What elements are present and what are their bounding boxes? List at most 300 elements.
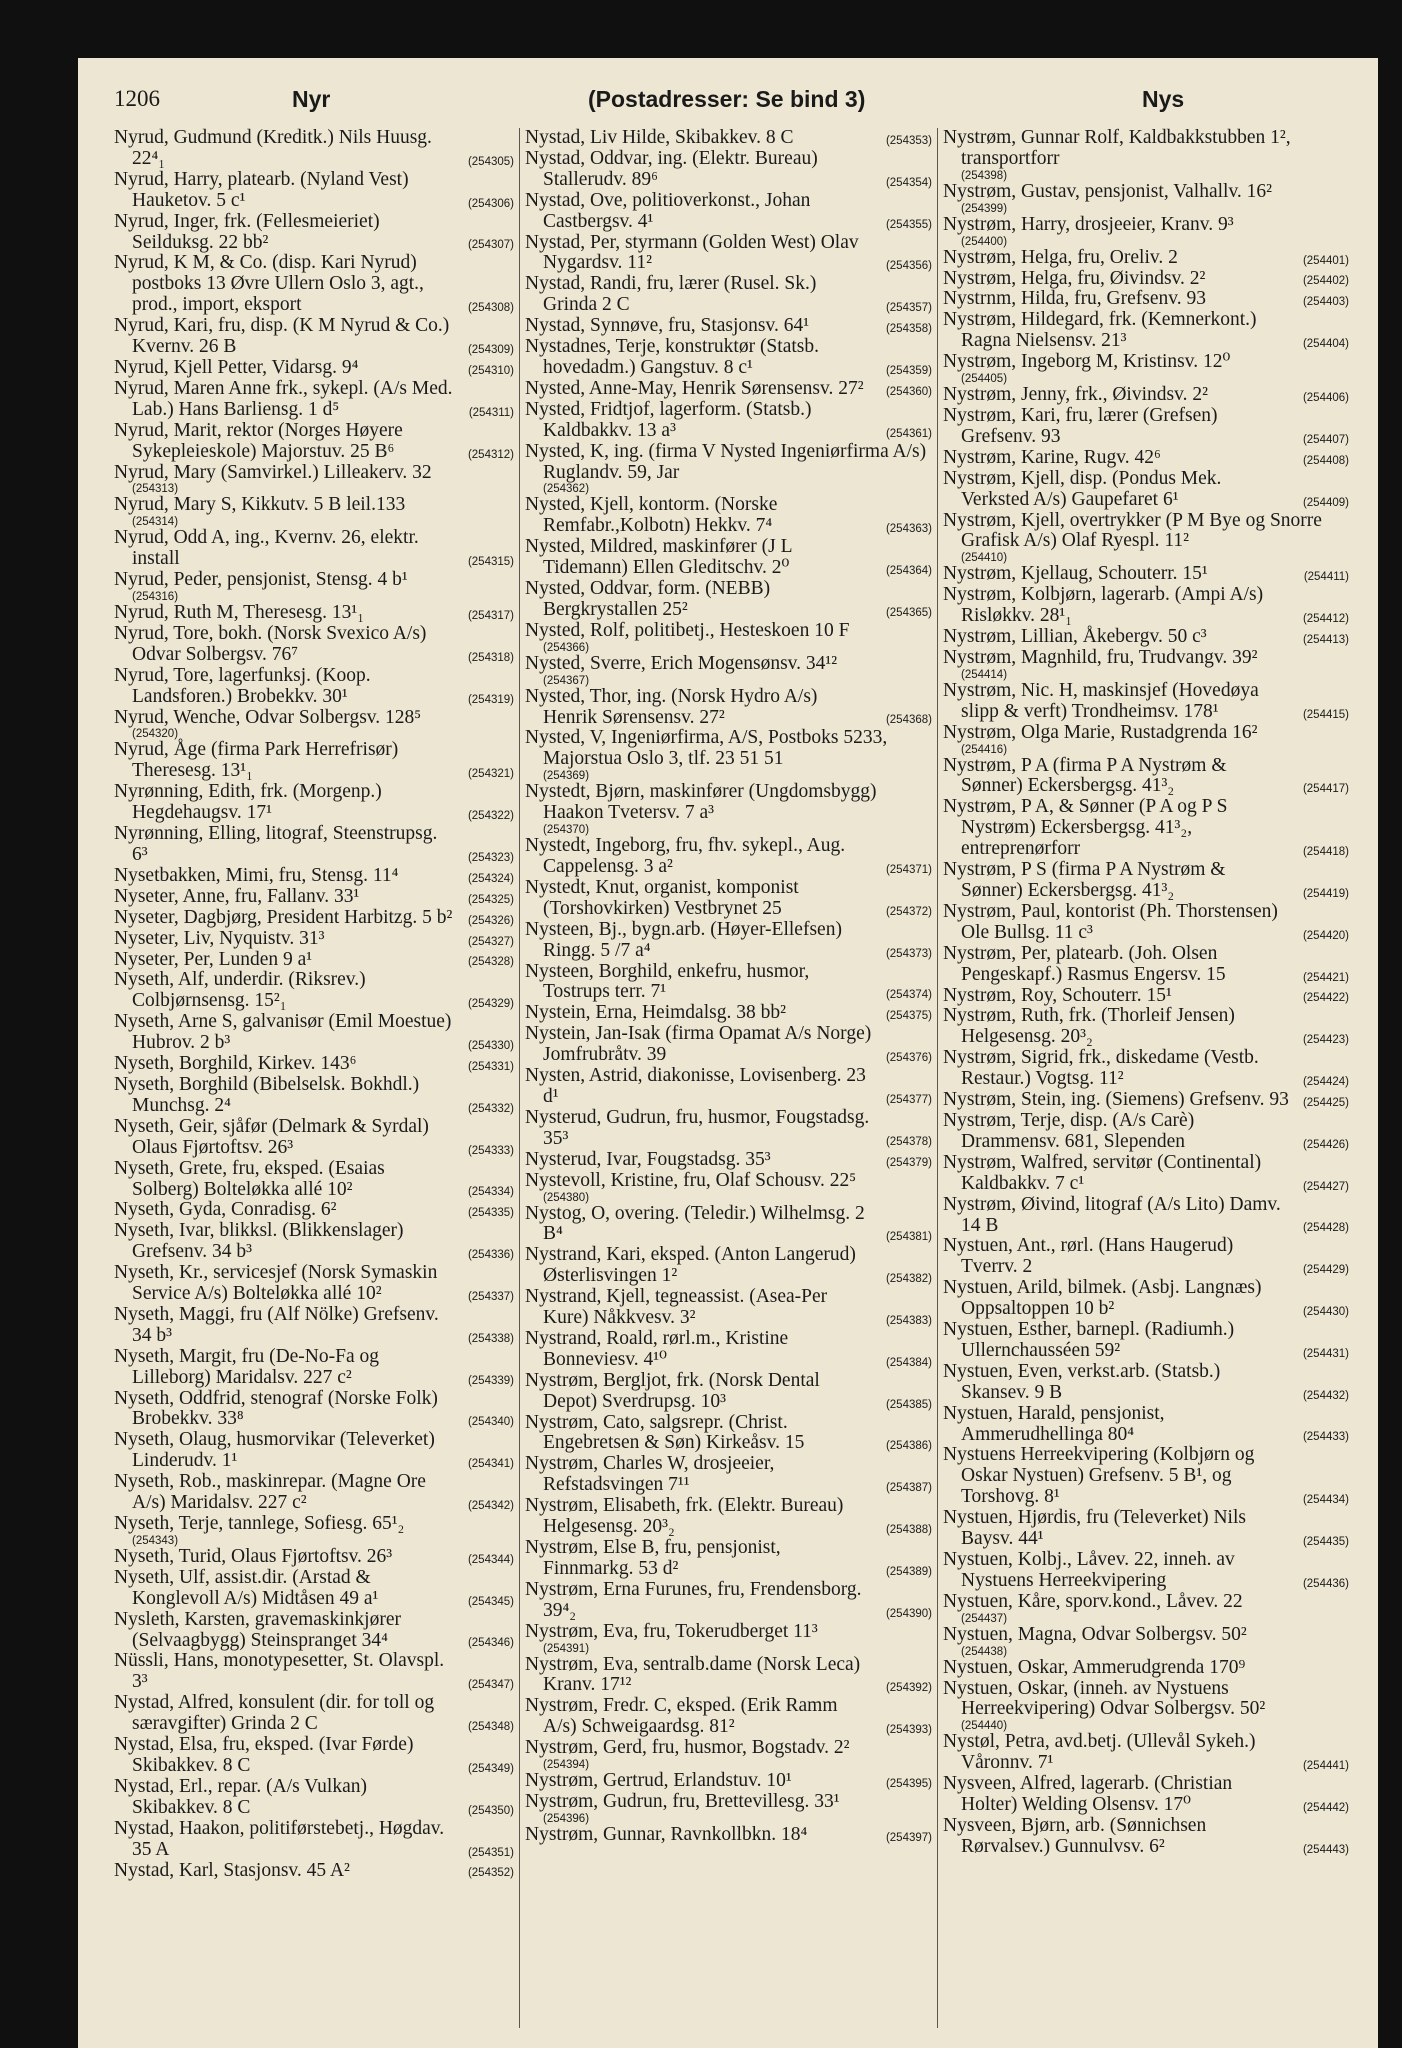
phone-number: (254404) <box>1302 338 1349 351</box>
directory-entry <box>114 1117 514 1159</box>
directory-entry <box>943 860 1349 902</box>
directory-entry <box>114 570 514 603</box>
phone-number: (254442) <box>1302 1801 1349 1814</box>
entry-text: Nystad, Alfred, konsulent (dir. for toll og særavgifter) Grinda 2 C <box>114 1692 435 1735</box>
directory-entry <box>943 511 1349 565</box>
phone-number: (254349) <box>467 1762 514 1775</box>
directory-entry <box>114 1651 514 1693</box>
entry-text: Nystrøm, Eva, fru, Tokerudberget 11³ <box>525 1620 818 1642</box>
entry-text: Nyseter, Liv, Nyquistv. 31³ <box>114 927 325 949</box>
entry-text: Nyrud, Mary (Samvirkel.) Lilleakerv. 32 <box>114 461 432 483</box>
directory-entry <box>943 944 1349 986</box>
directory-entry <box>943 756 1349 798</box>
phone-number: (254351) <box>467 1846 514 1859</box>
entry-text: Nystrøm, Gertrud, Erlandstuv. 10¹ <box>525 1770 792 1792</box>
entry-text: Nyseter, Per, Lunden 9 a¹ <box>114 948 313 970</box>
directory-entry <box>114 908 514 929</box>
entry-text: Nyrud, Tore, bokh. (Norsk Svexico A/s) Odvar Solbergsv. 76⁷ <box>114 622 427 665</box>
directory-entry <box>114 1159 514 1201</box>
directory-entry <box>525 1454 932 1496</box>
phone-number: (254357) <box>885 302 932 315</box>
entry-text: Nysted, Mildred, maskinfører (J L Tidemann) Ellen Gleditschv. 2⁰ <box>525 536 792 579</box>
entry-text: Nystrøm, Erna Furunes, fru, Frendensborg. 39⁴₂ <box>525 1578 862 1621</box>
entry-text: Nyseth, Ivar, blikksl. (Blikkenslager) Grefsenv. 34 b³ <box>114 1220 404 1263</box>
entry-text: Nystrøm, Gerd, fru, husmor, Bogstadv. 2² <box>525 1737 850 1759</box>
phone-number: (254377) <box>885 1093 932 1106</box>
phone-number: (254409) <box>1302 496 1349 509</box>
directory-entry <box>943 1278 1349 1320</box>
entry-text: Nyseth, Olaug, husmorvikar (Televerket) Linderudv. 1¹ <box>114 1429 435 1472</box>
directory-entry <box>525 1003 932 1024</box>
directory-entry <box>114 495 514 528</box>
phone-number: (254401) <box>1302 254 1349 267</box>
entry-text: Nystrøm, Gunnar Rolf, Kaldbakkstubben 1², transportforr <box>943 127 1291 169</box>
directory-entry <box>114 1861 514 1882</box>
entry-text: Nyseth, Arne S, galvanisør (Emil Moestue) Hubrov. 2 b³ <box>114 1011 452 1054</box>
phone-number: (254382) <box>885 1273 932 1286</box>
directory-entry <box>114 1263 514 1305</box>
phone-number: (254342) <box>467 1500 514 1512</box>
entry-text: Nystrøm, Kjell, disp. (Pondus Mek. Verksted A/s) Gaupefaret 6¹ <box>943 467 1222 510</box>
phone-number: (254364) <box>885 565 932 578</box>
phone-number: (254443) <box>1302 1843 1349 1856</box>
phone-number: (254387) <box>885 1482 932 1495</box>
phone-number: (254315) <box>467 556 514 569</box>
entry-text: Nystuen, Harald, pensjonist, Ammerudhellinga 80⁴ <box>943 1402 1165 1445</box>
entry-text: Nyseth, Geir, sjåfør (Delmark & Syrdal) Olaus Fjørtoftsv. 26³ <box>114 1115 429 1158</box>
entry-text: Nystad, Randi, fru, lærer (Rusel. Sk.) Grinda 2 C <box>525 273 817 316</box>
entry-text: Nystrnm, Hilda, fru, Grefsenv. 93 <box>943 288 1207 310</box>
phone-number: (254424) <box>1302 1076 1349 1089</box>
entry-text: Nystedt, Bjørn, maskinfører (Ungdomsbygg) Haakon Tvetersv. 7 a³ <box>525 781 877 824</box>
directory-entry <box>943 648 1349 681</box>
phone-number: (254374) <box>885 989 932 1002</box>
entry-text: Nystrøm, P A (firma P A Nystrøm & Sønner) Eckersbergsg. 41³₂ <box>943 754 1227 797</box>
entry-text: Nysteen, Bj., bygn.arb. (Høyer-Ellefsen) Ringg. 5 /7 a⁴ <box>525 918 842 961</box>
entry-text: Nysted, Sverre, Erich Mogensønsv. 34¹² <box>525 652 838 674</box>
directory-entry <box>525 1580 932 1622</box>
phone-number: (254321) <box>467 768 514 781</box>
directory-entry <box>525 1825 932 1846</box>
directory-entry <box>114 1514 514 1547</box>
phone-number: (254416) <box>961 743 1008 756</box>
directory-page <box>78 58 1378 2048</box>
directory-entry <box>114 170 514 212</box>
phone-number: (254436) <box>1302 1577 1349 1590</box>
directory-entry <box>525 1171 932 1204</box>
phone-number: (254420) <box>1302 929 1349 942</box>
entry-text: Nyrud, Peder, pensjonist, Stensg. 4 b¹ <box>114 569 408 591</box>
directory-entry <box>114 1777 514 1819</box>
directory-entry <box>943 902 1349 944</box>
phone-number: (254414) <box>961 668 1008 681</box>
entry-text: Nyrud, Åge (firma Park Herrefrisør) Theresesg. 13¹₁ <box>114 739 399 782</box>
entry-text: Nystad, Ove, politioverkonst., Johan Castbergsv. 4¹ <box>525 189 811 232</box>
phone-number: (254368) <box>885 714 932 727</box>
phone-number: (254373) <box>885 947 932 960</box>
phone-number: (254346) <box>467 1637 514 1650</box>
phone-number: (254360) <box>885 385 932 398</box>
phone-number: (254376) <box>885 1052 932 1065</box>
entry-text: Nystrøm, P A, & Sønner (P A og P S Nystrøm) Eckersbergsg. 41³₂, entreprenørforr <box>943 796 1228 860</box>
directory-entry <box>525 1696 932 1738</box>
directory-entry <box>943 248 1349 269</box>
phone-number: (254345) <box>467 1595 514 1608</box>
directory-entry <box>943 1592 1349 1625</box>
directory-entry <box>114 1819 514 1861</box>
directory-entry <box>114 887 514 908</box>
entry-text: Nysten, Astrid, diakonisse, Lovisenberg. 23 d¹ <box>525 1065 866 1107</box>
entry-text: Nystrøm, Olga Marie, Rustadgrenda 16² <box>943 721 1258 743</box>
column-divider <box>937 128 938 2028</box>
entry-text: Nystrøm, P S (firma P A Nystrøm & Sønner) Eckersbergsg. 41³₂ <box>943 859 1226 901</box>
directory-entry <box>525 1771 932 1792</box>
directory-entry <box>525 495 932 537</box>
phone-number: (254369) <box>543 770 590 783</box>
directory-entry <box>525 1287 932 1329</box>
entry-text: Nystrøm, Lillian, Åkebergv. 50 c³ <box>943 626 1207 648</box>
phone-number: (254419) <box>1302 887 1349 900</box>
entry-text: Nyrud, Marit, rektor (Norges Høyere Sykepleieskole) Majorstuv. 25 B⁶ <box>114 419 403 462</box>
entry-text: Nystrøm, Cato, salgsrepr. (Christ. Engebretsen & Søn) Kirkeåsv. 15 <box>525 1411 805 1454</box>
phone-number: (254421) <box>1302 971 1349 984</box>
entry-text: Nystrøm, Gunnar, Ravnkollbkn. 18⁴ <box>525 1823 808 1845</box>
phone-number: (254430) <box>1302 1306 1349 1319</box>
phone-number: (254317) <box>467 609 514 622</box>
phone-number: (254331) <box>467 1060 514 1073</box>
directory-entry <box>114 1054 514 1075</box>
phone-number: (254432) <box>1302 1389 1349 1402</box>
directory-entry <box>114 1693 514 1735</box>
phone-number: (254427) <box>1302 1180 1349 1193</box>
phone-number: (254308) <box>467 302 514 315</box>
entry-text: Nyseth, Grete, fru, eksped. (Esaias Solberg) Bolteløkka allé 10² <box>114 1157 385 1200</box>
directory-entry <box>114 421 514 463</box>
phone-number: (254334) <box>467 1186 514 1199</box>
directory-entry <box>943 1048 1349 1090</box>
entry-text: Nystrøm, Terje, disp. (A/s Carè) Drammensv. 681, Slependen <box>943 1109 1195 1152</box>
phone-number: (254359) <box>885 364 932 377</box>
phone-number: (254408) <box>1302 454 1349 467</box>
directory-entry <box>114 824 514 866</box>
entry-text: Nystrøm, Ruth, frk. (Thorleif Jensen) Helgesensg. 20³₂ <box>943 1005 1235 1048</box>
directory-entry <box>525 1024 932 1066</box>
directory-entry <box>525 1496 932 1538</box>
column-2 <box>525 128 932 1846</box>
directory-entry <box>943 681 1349 723</box>
directory-entry <box>114 708 514 741</box>
phone-number: (254405) <box>961 373 1008 386</box>
entry-text: Nystad, Karl, Stasjonsv. 45 A² <box>114 1859 350 1881</box>
page-number: 1206 <box>114 86 160 111</box>
directory-entry <box>114 1547 514 1568</box>
directory-entry <box>943 1153 1349 1195</box>
phone-number: (254372) <box>885 905 932 918</box>
directory-entry <box>114 1610 514 1652</box>
directory-entry <box>525 337 932 379</box>
directory-entry <box>525 274 932 316</box>
phone-number: (254431) <box>1302 1347 1349 1360</box>
phone-number: (254320) <box>132 728 179 741</box>
directory-entry <box>114 950 514 971</box>
entry-text: Nystad, Per, styrmann (Golden West) Olav Nygardsv. 11² <box>525 231 859 274</box>
directory-entry <box>114 1568 514 1610</box>
directory-entry <box>525 400 932 442</box>
directory-entry <box>525 191 932 233</box>
directory-entry <box>943 1362 1349 1404</box>
directory-entry <box>525 128 932 149</box>
phone-number: (254366) <box>543 641 590 654</box>
phone-number: (254407) <box>1302 433 1349 446</box>
entry-text: Nysted, Thor, ing. (Norsk Hydro A/s) Henrik Sørensensv. 27² <box>525 685 818 728</box>
entry-text: Nystuen, Esther, barnepl. (Radiumh.) Ullernchausséen 59² <box>943 1319 1235 1361</box>
phone-number: (254410) <box>961 552 1008 565</box>
phone-number: (254402) <box>1302 275 1349 288</box>
phone-number: (254378) <box>885 1135 932 1148</box>
entry-text: Nyseth, Kr., servicesjef (Norsk Symaskin Service A/s) Bolteløkka allé 10² <box>114 1262 438 1305</box>
directory-entry <box>114 1347 514 1389</box>
phone-number: (254435) <box>1302 1536 1349 1548</box>
directory-entry <box>114 212 514 254</box>
phone-number: (254314) <box>132 516 179 529</box>
entry-text: Nystøl, Petra, avd.betj. (Ullevål Sykeh.) Våronnv. 7¹ <box>943 1731 1256 1774</box>
directory-entry <box>525 962 932 1004</box>
phone-number: (254352) <box>467 1867 514 1880</box>
directory-entry <box>114 128 514 170</box>
directory-entry <box>114 1221 514 1263</box>
phone-number: (254341) <box>467 1458 514 1471</box>
entry-text: Nystrøm, Eva, sentralb.dame (Norsk Leca) Kranv. 17¹² <box>525 1653 861 1696</box>
header-note: (Postadresser: Se bind 3) <box>588 86 866 112</box>
directory-entry <box>943 1508 1349 1550</box>
phone-number: (254392) <box>885 1682 932 1695</box>
entry-text: Nystrøm, Fredr. C, eksped. (Erik Ramm A/s) Schweigaardsg. 81² <box>525 1695 838 1738</box>
directory-entry <box>943 1816 1349 1858</box>
entry-text: Nüssli, Hans, monotypesetter, St. Olavspl. 3³ <box>114 1650 445 1693</box>
phone-number: (254441) <box>1302 1760 1349 1773</box>
entry-text: Nyseter, Anne, fru, Fallanv. 33¹ <box>114 885 360 907</box>
entry-text: Nystrøm, Kolbjørn, lagerarb. (Ampi A/s) Risløkkv. 28¹₁ <box>943 584 1264 627</box>
entry-text: Nystrøm, Walfred, servitør (Continental) Kaldbakkv. 7 c¹ <box>943 1151 1262 1194</box>
directory-entry <box>943 352 1349 385</box>
entry-text: Nystrøm, Elisabeth, frk. (Elektr. Bureau) Helgesensg. 20³₂ <box>525 1495 844 1538</box>
directory-entry <box>114 253 514 316</box>
phone-number: (254347) <box>467 1679 514 1692</box>
phone-number: (254433) <box>1302 1431 1349 1444</box>
directory-entry <box>114 1735 514 1777</box>
entry-text: Nystog, O, overing. (Teledir.) Wilhelmsg. 2 B⁴ <box>525 1202 865 1245</box>
directory-entry <box>525 537 932 579</box>
entry-text: Nysted, Rolf, politibetj., Hesteskoen 10 F <box>525 619 850 641</box>
directory-entry <box>943 215 1349 248</box>
column-3 <box>943 128 1349 1858</box>
guide-word-right: Nys <box>1142 86 1185 112</box>
phone-number: (254326) <box>467 914 514 927</box>
directory-entry <box>943 797 1349 860</box>
directory-entry <box>114 624 514 666</box>
phone-number: (254389) <box>885 1565 932 1578</box>
phone-number: (254418) <box>1302 846 1349 859</box>
directory-entry <box>525 878 932 920</box>
directory-entry <box>943 564 1349 585</box>
phone-number: (254429) <box>1302 1264 1349 1277</box>
entry-text: Nysterud, Gudrun, fru, husmor, Fougstadsg. 35³ <box>525 1106 870 1149</box>
entry-text: Nyrud, Kari, fru, disp. (K M Nyrud & Co.) Kvernv. 26 B <box>114 315 450 358</box>
directory-entry <box>943 406 1349 448</box>
directory-entry <box>943 986 1349 1007</box>
directory-entry <box>525 920 932 962</box>
entry-text: Nystrand, Roald, rørl.m., Kristine Bonneviesv. 4¹⁰ <box>525 1327 789 1370</box>
entry-text: Nyrud, Tore, lagerfunksj. (Koop. Landsforen.) Brobekkv. 30¹ <box>114 664 371 707</box>
entry-text: Nystrøm, Karine, Rugv. 42⁶ <box>943 446 1161 468</box>
directory-entry <box>525 579 932 621</box>
phone-number: (254399) <box>961 202 1008 215</box>
entry-text: Nysterud, Ivar, Fougstadsg. 35³ <box>525 1148 771 1170</box>
directory-entry <box>943 289 1349 310</box>
entry-text: Nyrud, Harry, platearb. (Nyland Vest) Hauketov. 5 c¹ <box>114 168 409 211</box>
phone-number: (254380) <box>543 1191 590 1204</box>
phone-number: (254305) <box>467 155 514 168</box>
directory-entry <box>525 782 932 836</box>
phone-number: (254323) <box>467 851 514 864</box>
entry-text: Nyseth, Maggi, fru (Alf Nölke) Grefsenv. 34 b³ <box>114 1303 439 1346</box>
directory-entry <box>525 1245 932 1287</box>
directory-entry <box>114 316 514 358</box>
phone-number: (254371) <box>885 863 932 876</box>
entry-text: Nyrud, Maren Anne frk., sykepl. (A/s Med. Lab.) Hans Barliensg. 1 d⁵ <box>114 377 453 420</box>
page-header <box>114 86 1344 126</box>
entry-text: Nystrøm, Kari, fru, lærer (Grefsen) Grefsenv. 93 <box>943 404 1218 447</box>
entry-text: Nysveen, Bjørn, arb. (Sønnichsen Rørvalsev.) Gunnulvsv. 6² <box>943 1814 1207 1857</box>
directory-entry <box>943 1320 1349 1362</box>
entry-text: Nyseth, Borghild, Kirkev. 143⁶ <box>114 1053 357 1075</box>
directory-entry <box>114 740 514 782</box>
phone-number: (254338) <box>467 1332 514 1345</box>
directory-entry <box>525 1538 932 1580</box>
directory-entry <box>525 1371 932 1413</box>
entry-text: Nyseth, Turid, Olaus Fjørtoftsv. 26³ <box>114 1545 393 1567</box>
phone-number: (254438) <box>961 1645 1008 1658</box>
phone-number: (254353) <box>885 134 932 147</box>
phone-number: (254318) <box>467 651 514 664</box>
directory-entry <box>114 379 514 421</box>
directory-entry <box>943 585 1349 627</box>
directory-entry <box>943 1625 1349 1658</box>
entry-text: Nystuen, Magna, Odvar Solbergsv. 50² <box>943 1623 1247 1645</box>
directory-entry <box>114 970 514 1012</box>
phone-number: (254327) <box>467 935 514 948</box>
phone-number: (254333) <box>467 1144 514 1157</box>
directory-entry <box>525 1413 932 1455</box>
entry-text: Nyseth, Margit, fru (De-No-Fa og Lilleborg) Maridalsv. 227 c² <box>114 1345 380 1388</box>
phone-number: (254322) <box>467 810 514 823</box>
directory-entry <box>943 723 1349 756</box>
phone-number: (254343) <box>132 1534 179 1547</box>
phone-number: (254381) <box>885 1231 932 1244</box>
phone-number: (254394) <box>543 1759 590 1772</box>
phone-number: (254428) <box>1302 1222 1349 1235</box>
phone-number: (254396) <box>543 1812 590 1825</box>
directory-entry <box>943 1006 1349 1048</box>
directory-entry <box>525 1150 932 1171</box>
phone-number: (254361) <box>885 427 932 440</box>
entry-text: Nystuen, Oskar, (inneh. av Nystuens Herreekvipering) Odvar Solbergsv. 50² <box>943 1677 1266 1720</box>
phone-number: (254375) <box>885 1010 932 1023</box>
phone-number: (254309) <box>467 343 514 356</box>
phone-number: (254329) <box>467 998 514 1011</box>
directory-entry <box>943 1236 1349 1278</box>
phone-number: (254393) <box>885 1724 932 1737</box>
directory-entry <box>114 1012 514 1054</box>
entry-text: Nystrøm, Helga, fru, Øivindsv. 2² <box>943 267 1206 289</box>
phone-number: (254379) <box>885 1156 932 1169</box>
phone-number: (254386) <box>885 1440 932 1453</box>
phone-number: (254397) <box>885 1831 932 1844</box>
entry-text: Nystrand, Kari, eksped. (Anton Langerud) Østerlisvingen 1² <box>525 1244 856 1287</box>
phone-number: (254356) <box>885 260 932 273</box>
entry-text: Nystuen, Kolbj., Låvev. 22, inneh. av Nystuens Herreekvipering <box>943 1549 1235 1591</box>
entry-text: Nyrønning, Elling, litograf, Steenstrupsg. 6³ <box>114 823 438 865</box>
phone-number: (254390) <box>885 1607 932 1620</box>
entry-text: Nystrøm, Øivind, litograf (A/s Lito) Damv. 14 B <box>943 1193 1281 1236</box>
directory-entry <box>525 1066 932 1108</box>
entry-text: Nyseth, Ulf, assist.dir. (Arstad & Konglevoll A/s) Midtåsen 49 a¹ <box>114 1566 379 1609</box>
entry-text: Nystad, Liv Hilde, Skibakkev. 8 C <box>525 127 794 148</box>
directory-entry <box>943 1679 1349 1733</box>
phone-number: (254383) <box>885 1314 932 1327</box>
directory-entry <box>114 929 514 950</box>
directory-entry <box>525 233 932 275</box>
entry-text: Nyrud, Odd A, ing., Kvernv. 26, elektr. install <box>114 527 419 570</box>
phone-number: (254311) <box>468 406 514 419</box>
entry-text: Nystrøm, Charles W, drosjeeier, Refstadsvingen 7¹¹ <box>525 1453 775 1496</box>
entry-text: Nystrand, Kjell, tegneassist. (Asea-Per Kure) Nåkkvesv. 3² <box>525 1286 828 1329</box>
entry-text: Nystuen, Arild, bilmek. (Asbj. Langnæs) Oppsaltoppen 10 b² <box>943 1277 1262 1320</box>
phone-number: (254325) <box>467 893 514 906</box>
phone-number: (254312) <box>467 448 514 461</box>
entry-text: Nystrøm, Paul, kontorist (Ph. Thorstensen) Ole Bullsg. 11 c³ <box>943 900 1278 943</box>
entry-text: Nystrøm, Helga, fru, Oreliv. 2 <box>943 246 1178 268</box>
phone-number: (254437) <box>961 1612 1008 1625</box>
phone-number: (254310) <box>467 364 514 377</box>
entry-text: Nysveen, Alfred, lagerarb. (Christian Holter) Welding Olsensv. 17⁰ <box>943 1773 1233 1816</box>
directory-entry <box>114 1472 514 1514</box>
entry-text: Nyseter, Dagbjørg, President Harbitzg. 5 b² <box>114 906 453 928</box>
entry-text: Nystedt, Knut, organist, komponist (Torshovkirken) Vestbrynet 25 <box>525 876 799 919</box>
directory-entry <box>114 528 514 570</box>
directory-entry <box>525 1108 932 1150</box>
entry-text: Nystrøm, Sigrid, frk., diskedame (Vestb. Restaur.) Vogtsg. 11² <box>943 1047 1259 1090</box>
phone-number: (254411) <box>1303 571 1349 584</box>
entry-text: Nystuen, Oskar, Ammerudgrenda 170⁹ <box>943 1656 1246 1678</box>
phone-number: (254340) <box>467 1416 514 1429</box>
phone-number: (254335) <box>467 1207 514 1220</box>
entry-text: Nystedt, Ingeborg, fru, fhv. sykepl., Aug. Cappelensg. 3 a² <box>525 835 846 877</box>
directory-entry <box>114 1389 514 1431</box>
entry-text: Nystrøm, Per, platearb. (Joh. Olsen Pengeskapf.) Rasmus Engersv. 15 <box>943 942 1226 985</box>
entry-text: Nystrøm, Magnhild, fru, Trudvangv. 39² <box>943 646 1258 668</box>
directory-entry <box>943 1732 1349 1774</box>
directory-entry <box>943 1550 1349 1592</box>
phone-number: (254406) <box>1302 391 1349 404</box>
directory-entry <box>114 1200 514 1221</box>
entry-text: Nystevoll, Kristine, fru, Olaf Schousv. 22⁵ <box>525 1169 857 1191</box>
directory-entry <box>114 358 514 379</box>
entry-text: Nystrøm, Jenny, frk., Øivindsv. 2² <box>943 384 1208 406</box>
directory-entry <box>943 310 1349 352</box>
directory-entry <box>943 448 1349 469</box>
entry-text: Nystuen, Hjørdis, fru (Televerket) Nils Baysv. 44¹ <box>943 1507 1246 1550</box>
